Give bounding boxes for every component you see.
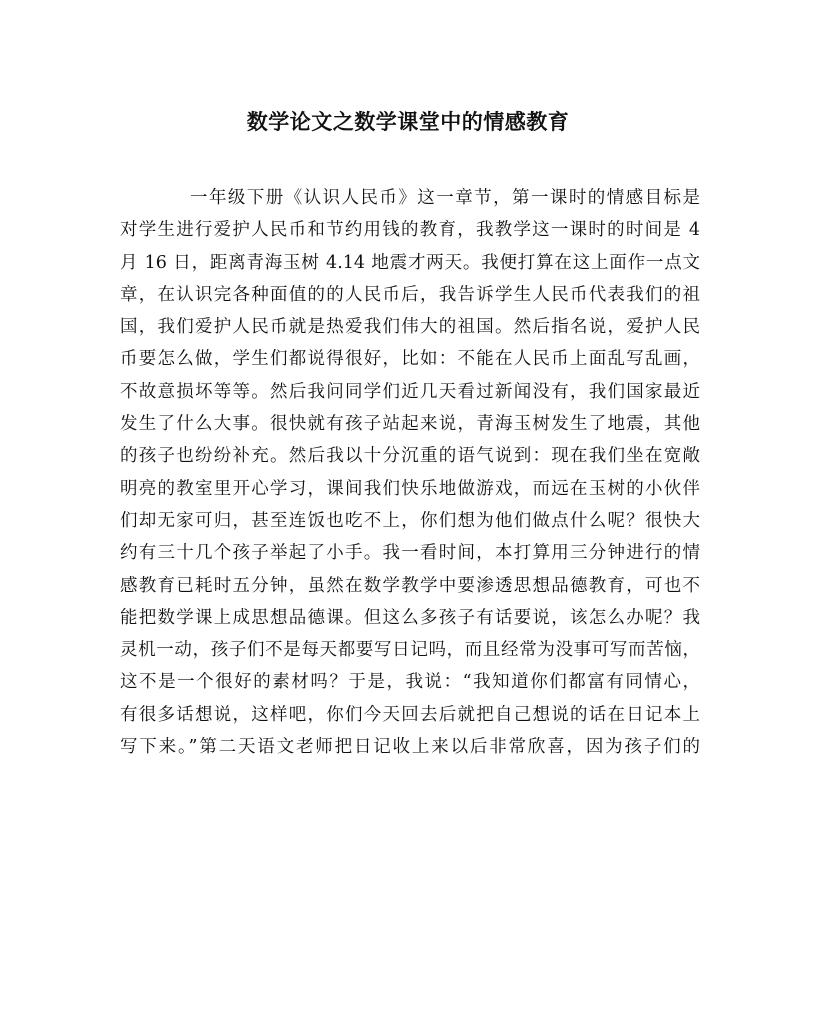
- paragraph-line: 约有三十几个孩子举起了小手。我一看时间，本打算用三分钟进行的情: [120, 543, 700, 564]
- paragraph-line: 月 16 日，距离青海玉树 4.14 地震才两天。我便打算在这上面作一点文: [120, 252, 700, 273]
- paragraph-line: 国，我们爱护人民币就是热爱我们伟大的祖国。然后指名说，爱护人民: [120, 317, 700, 338]
- paragraph-line: 有很多话想说，这样吧，你们今天回去后就把自己想说的话在日记本上: [120, 704, 700, 725]
- document-title: 数学论文之数学课堂中的情感教育: [246, 109, 570, 134]
- paragraph-line: 们却无家可归，甚至连饭也吃不上，你们想为他们做点什么呢？很快大: [120, 510, 700, 531]
- paragraph-line: 不故意损坏等等。然后我问同学们近几天看过新闻没有，我们国家最近: [120, 381, 700, 402]
- paragraph-line: 发生了什么大事。很快就有孩子站起来说，青海玉树发生了地震，其他: [120, 414, 700, 435]
- paragraph-line: 明亮的教室里开心学习，课间我们快乐地做游戏，而远在玉树的小伙伴: [120, 478, 700, 499]
- body-paragraph: [120, 182, 700, 763]
- paragraph-line: 的孩子也纷纷补充。然后我以十分沉重的语气说到：现在我们坐在宽敞: [120, 446, 700, 467]
- paragraph-line: 能把数学课上成思想品德课。但这么多孩子有话要说，该怎么办呢？我: [120, 607, 700, 628]
- paragraph-line: 灵机一动，孩子们不是每天都要写日记吗，而且经常为没事可写而苦恼，: [120, 640, 700, 661]
- paragraph-line: 币要怎么做，学生们都说得很好，比如：不能在人民币上面乱写乱画，: [120, 349, 700, 370]
- paragraph-line: 这不是一个很好的素材吗？于是，我说：“我知道你们都富有同情心，: [120, 672, 700, 693]
- paragraph-line: 一年级下册《认识人民币》这一章节，第一课时的情感目标是: [190, 188, 700, 208]
- paragraph-line: 写下来。”第二天语文老师把日记收上来以后非常欣喜，因为孩子们的: [120, 737, 700, 758]
- paragraph-line: 感教育已耗时五分钟，虽然在数学教学中要渗透思想品德教育，可也不: [120, 575, 700, 596]
- paragraph-line: 对学生进行爱护人民币和节约用钱的教育，我教学这一课时的时间是 4: [120, 220, 700, 241]
- paragraph-line: 章，在认识完各种面值的的人民币后，我告诉学生人民币代表我们的祖: [120, 284, 700, 305]
